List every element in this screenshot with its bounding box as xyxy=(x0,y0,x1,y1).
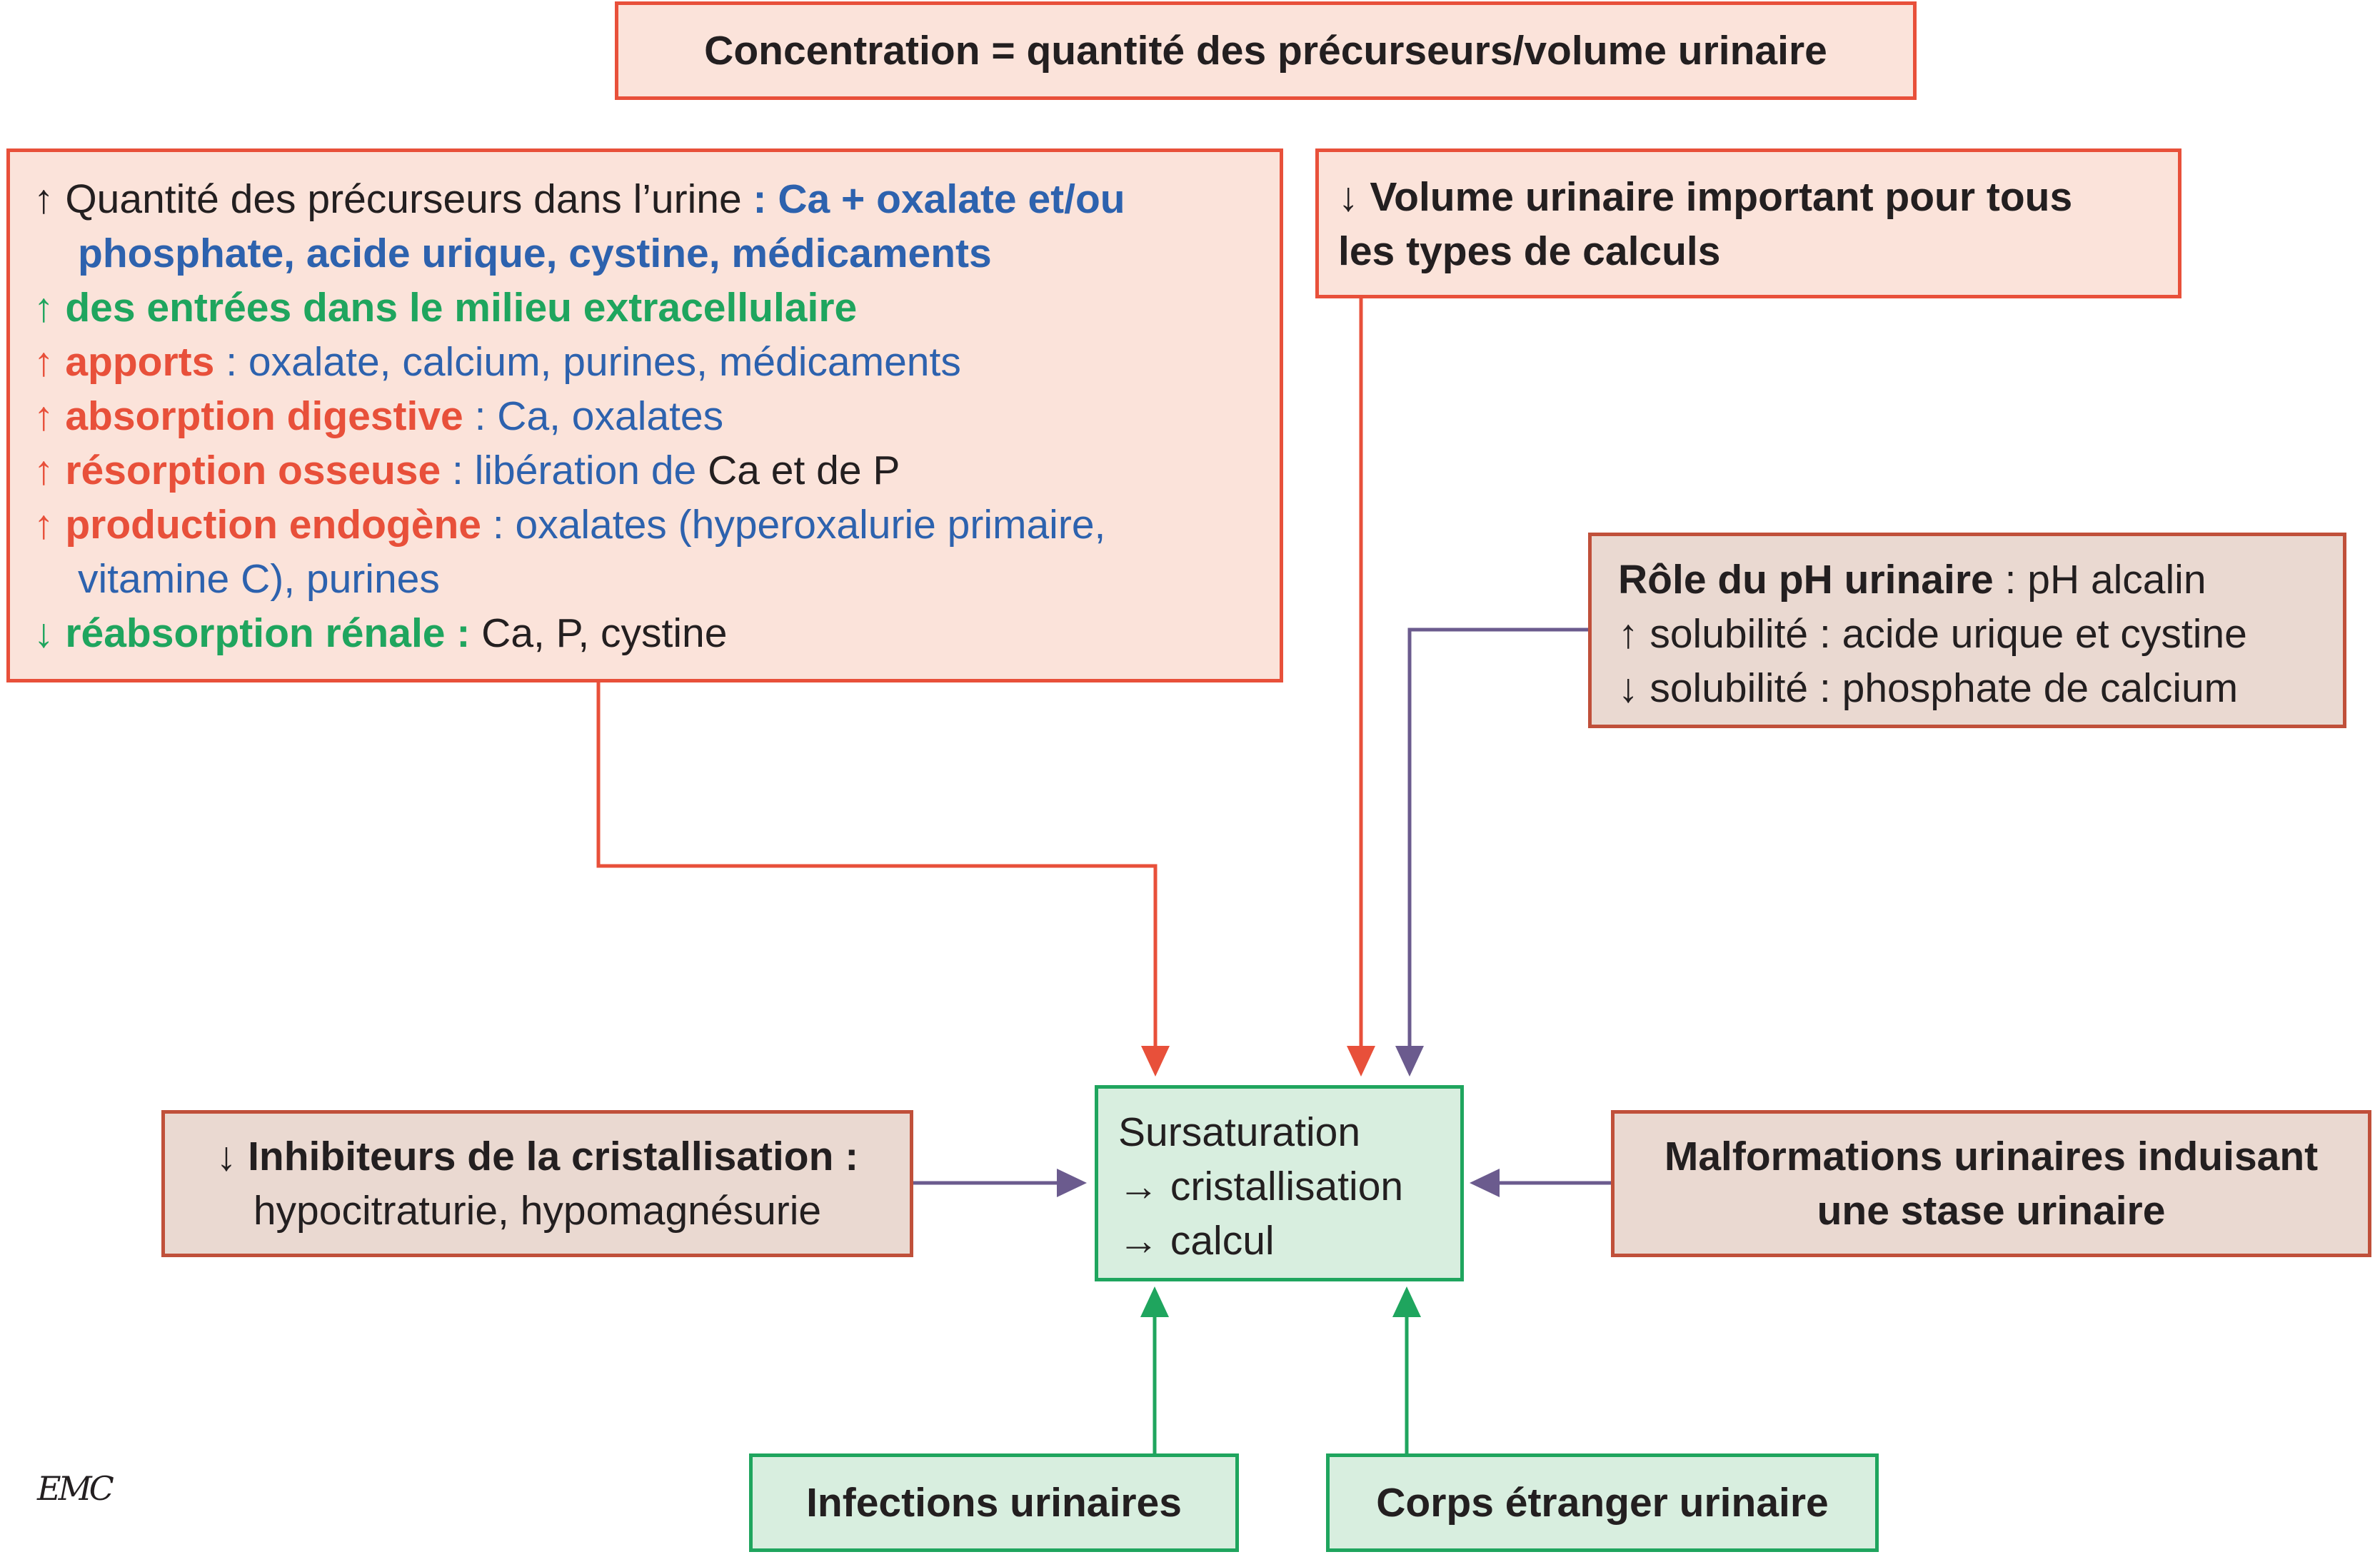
quantity-line-6: ↑ résorption osseuse : libération de Ca et de P xyxy=(34,448,900,493)
quantity-line-1: ↑ Quantité des précurseurs dans l’urine : Ca + oxalate et/ou xyxy=(34,176,1125,222)
center-line-3: → calcul xyxy=(1118,1218,1275,1264)
malformations-line-1: Malformations urinaires induisant xyxy=(1664,1134,2319,1179)
precursors-quantity-box xyxy=(6,148,1283,682)
up-arrow-icon: ↑ xyxy=(34,285,54,331)
volume-line-1: ↓ Volume urinaire important pour tous xyxy=(1338,174,2073,220)
inhibitors-line-1: ↓ Inhibiteurs de la cristallisation : xyxy=(216,1134,859,1179)
arrow-ph-to-center xyxy=(1395,630,1590,1077)
urinary-malformations-box xyxy=(1611,1110,2371,1257)
arrow-infections-to-center xyxy=(1140,1286,1169,1455)
supersaturation-box xyxy=(1095,1085,1464,1281)
infections-text: Infections urinaires xyxy=(806,1480,1182,1526)
ph-line-2: ↑ solubilité : acide urique et cystine xyxy=(1618,611,2247,657)
up-arrow-icon: ↑ xyxy=(34,176,54,222)
ph-line-1: Rôle du pH urinaire : pH alcalin xyxy=(1618,557,2206,603)
quantity-line-8: vitamine C), purines xyxy=(78,556,440,602)
center-line-2: → cristallisation xyxy=(1118,1164,1404,1209)
ph-line-3: ↓ solubilité : phosphate de calcium xyxy=(1618,665,2239,711)
quantity-line-7: ↑ production endogène : oxalates (hyperoxalurie primaire, xyxy=(34,502,1106,548)
arrow-malformations-to-center xyxy=(1470,1169,1612,1197)
inhibitors-line-2: hypocitraturie, hypomagnésurie xyxy=(253,1188,822,1234)
up-arrow-icon: ↑ xyxy=(34,339,54,385)
arrow-quantity-to-center xyxy=(598,678,1170,1077)
quantity-line-2: phosphate, acide urique, cystine, médicaments xyxy=(78,231,992,276)
quantity-line-5: ↑ absorption digestive : Ca, oxalates xyxy=(34,393,724,439)
concentration-box xyxy=(615,1,1917,100)
center-line-1: Sursaturation xyxy=(1118,1109,1361,1155)
crystallization-inhibitors-box xyxy=(161,1110,913,1257)
up-arrow-icon: ↑ xyxy=(34,448,54,493)
arrow-volume-to-center xyxy=(1347,296,1375,1077)
foreign-body-text: Corps étranger urinaire xyxy=(1376,1480,1829,1526)
urinary-infections-box xyxy=(749,1453,1239,1552)
emc-logo: EMC xyxy=(37,1469,111,1508)
volume-line-2: les types de calculs xyxy=(1338,228,1721,274)
urinary-ph-box xyxy=(1588,533,2346,728)
concentration-text: Concentration = quantité des précurseurs/volume urinaire xyxy=(704,28,1827,74)
up-arrow-icon: ↑ xyxy=(34,502,54,548)
quantity-line-9: ↓ réabsorption rénale : Ca, P, cystine xyxy=(34,610,728,656)
urinary-volume-box xyxy=(1315,148,2181,298)
arrow-foreign-body-to-center xyxy=(1392,1286,1421,1455)
up-arrow-icon: ↑ xyxy=(34,393,54,439)
arrow-inhibitors-to-center xyxy=(911,1169,1087,1197)
down-arrow-icon: ↓ xyxy=(34,610,54,656)
foreign-body-box xyxy=(1326,1453,1879,1552)
malformations-line-2: une stase urinaire xyxy=(1817,1188,2166,1234)
quantity-line-3: ↑ des entrées dans le milieu extracellulaire xyxy=(34,285,858,331)
quantity-line-4: ↑ apports : oxalate, calcium, purines, médicaments xyxy=(34,339,961,385)
